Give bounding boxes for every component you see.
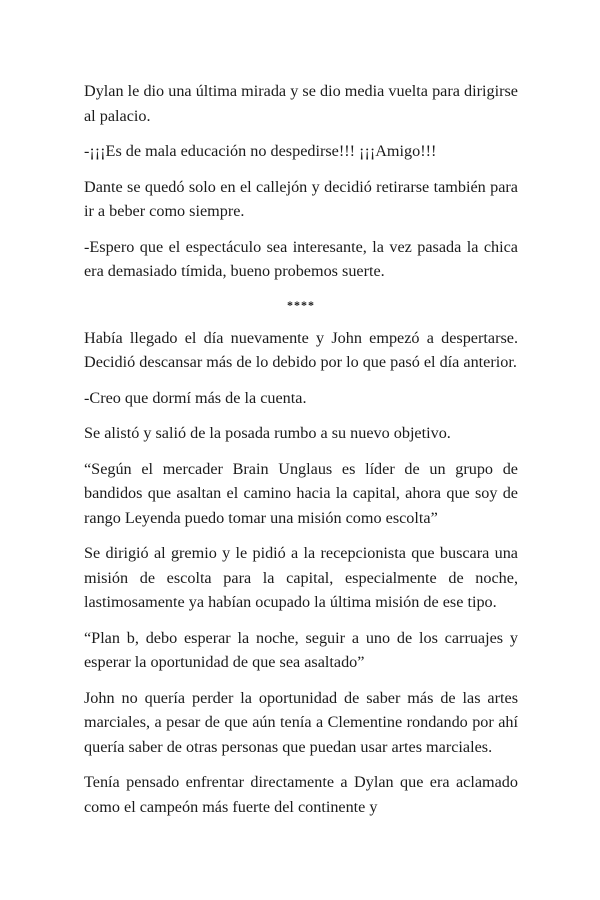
- paragraph: Dylan le dio una última mirada y se dio media vuelta para dirigirse al palacio.: [84, 82, 518, 125]
- paragraph: Se alistó y salió de la posada rumbo a su nuevo objetivo.: [84, 424, 451, 442]
- paragraph: “Según el mercader Brain Unglaus es líder de un grupo de bandidos que asaltan el camino hacia la capital, ahora que soy de rango Leyenda puedo tomar una misión como escolta”: [84, 459, 518, 527]
- paragraph: “Plan b, debo esperar la noche, seguir a uno de los carruajes y esperar la oportunidad de que sea asaltado”: [84, 628, 518, 671]
- paragraph: Se dirigió al gremio y le pidió a la recepcionista que buscara una misión de escolta para la capital, especialmente de noche, lastimosamente ya habían ocupado la última misión de ese tipo.: [84, 544, 518, 611]
- paragraph: Dante se quedó solo en el callejón y decidió retirarse también para ir a beber como siempre.: [84, 177, 518, 220]
- paragraph: Tenía pensado enfrentar directamente a Dylan que era aclamado como el campeón más fuerte del continente y: [84, 773, 518, 816]
- document-page: [84, 79, 518, 830]
- paragraph: Había llegado el día nuevamente y John empezó a despertarse. Decidió descansar más de lo debido por lo que pasó el día anterior.: [84, 328, 518, 371]
- paragraph: -¡¡¡Es de mala educación no despedirse!!! ¡¡¡Amigo!!!: [84, 142, 437, 160]
- scene-break: ****: [287, 297, 315, 312]
- paragraph: -Creo que dormí más de la cuenta.: [84, 388, 307, 407]
- paragraph: -Espero que el espectáculo sea interesante, la vez pasada la chica era demasiado tímida, bueno probemos suerte.: [84, 237, 518, 280]
- paragraph: John no quería perder la oportunidad de saber más de las artes marciales, a pesar de que aún tenía a Clementine rondando por ahí quería saber de otras personas que puedan usar artes marciales.: [84, 688, 518, 756]
